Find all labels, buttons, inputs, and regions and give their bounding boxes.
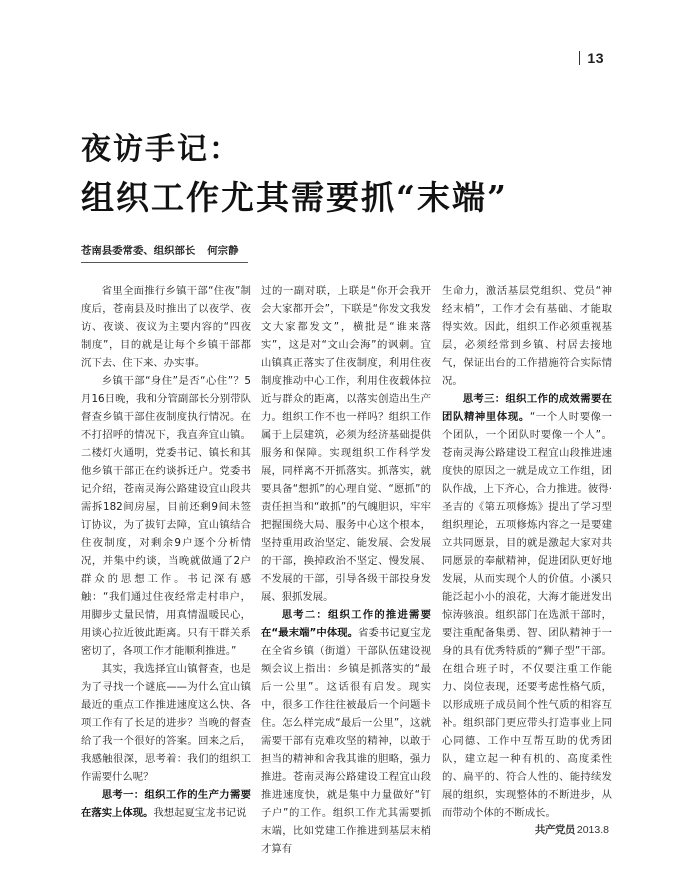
paragraph-text: 其实，我选择宜山镇督查，也是为了寻找一个谜底——为什么宜山镇最近的重点工作推进速度这么快、各项工作有了长足的进步？当晚的督查给了我一个很好的答案。回来之后，我感触很深，思考着：我们的组织工作需要什么呢？ [81,663,251,783]
paragraph [261,606,431,858]
section-lead: 思考三：组织工作的成效需要在团队精神里体现。 [442,393,612,423]
paragraph [81,372,251,660]
text-column-1 [81,282,251,822]
byline-divider [81,262,248,263]
page-number-divider [579,51,580,65]
page-footer [535,822,609,837]
page-number-text: 13 [587,50,604,66]
author-role: 苍南县委常委、组织部长 [81,245,196,257]
paragraph [261,282,431,606]
magazine-name: 共产党员 [534,824,575,836]
text-column-2 [261,282,431,858]
paragraph-text: 乡镇干部“身住”是否“心住”？5月16日晚，我和分管副部长分别带队督查乡镇干部住夜制度执行情况。在不打招呼的情况下，我直奔宜山镇。二楼灯火通明，党委书记、镇长和其他乡镇干部正在约谈拆迁户。党委书记介绍，苍南灵海公路建设宜山段共需拆182间房屋，目前还剩9间未签订协议，为了拔钉去障，宜山镇结合住夜制度，对剩余9户逐个分析情况，并集中约谈，当晚就做通了2户群众的思想工作。书记深有感触：“我们通过住夜经常走村串户，用脚步丈量民情，用真情温暖民心，用谈心拉近彼此距离。只有干群关系密切了，各项工作才能顺利推进。” [81,375,251,657]
paragraph [81,660,251,786]
paragraph [81,282,251,372]
paragraph-text: 过的一副对联，上联是“你开会我开会大家都开会”，下联是“你发文我发文大家都发文”，横批是“谁来落实”，这是对“文山会海”的讽刺。宜山镇真正落实了住夜制度，利用住夜制度推动中心工作，利用住夜载体拉近与群众的距离，以落实创造出生产力。组织工作不也一样吗？组织工作属于上层建筑，必须为经济基础提供服务和保障。实现组织工作科学发展，同样离不开抓落实。抓落实，就要具备“想抓”的心理自觉、“愿抓”的责任担当和“敢抓”的气魄胆识，牢牢把握围绕大局、服务中心这个根本，坚持重用政治坚定、能发展、会发展的干部，换掉政治不坚定、慢发展、不发展的干部，引导各级干部投身发展、狠抓发展。 [261,285,431,603]
title-line-1: 夜访手记： [81,132,241,167]
paragraph-text: 我想起夏宝龙书记说 [153,807,247,819]
title-line-2: 组织工作尤其需要抓“末端” [81,178,508,217]
author-name: 何宗静 [207,245,239,257]
paragraph-text: 省里全面推行乡镇干部“住夜”制度后，苍南县及时推出了以夜学、夜访、夜谈、夜议为主要内容的“四夜制度”，目的就是让每个乡镇干部都沉下去、住下来、办实事。 [81,285,251,369]
paragraph [442,282,612,390]
article-title [81,130,601,222]
paragraph [442,390,612,822]
page-number [579,50,604,66]
paragraph-text: “一个人时要像一个团队，一个团队时要像一个人”。苍南灵海公路建设工程宜山段推进速度快的原因之一就是成立工作组，团队作战，上下齐心，合力推进。彼得·圣吉的《第五项修炼》提出了学习型组织理论，五项修炼内容之一是要建立共同愿景，目的就是激起大家对共同愿景的奉献精神，促进团队更好地发展，从而实现个人的价值。小溪只能泛起小小的浪花，大海才能迸发出惊涛骇浪。组织部门在选派干部时，要注重配备集勇、智、团队精神于一身的具有优秀特质的“狮子型”干部。在组合班子时，不仅要注重工作能力、岗位表现，还要考虑性格气质，以形成班子成员间个性气质的相容互补。组织部门更应带头打造事业上同心同德、工作中互帮互助的优秀团队，建立起一种有机的、高度柔性的、扁平的、符合人性的、能持续发展的组织，实现整体的不断进步，从而带动个体的不断成长。 [442,411,612,819]
section-lead: 思考二：组织工作的推进需要在“最末端”中体现。 [261,609,431,639]
paragraph-text: 省委书记夏宝龙在全省乡镇（街道）干部队伍建设视频会议上指出：乡镇是抓落实的“最后一公里”。这话很有启发。现实中，很多工作往往被最后一个问题卡住。怎么样完成“最后一公里”，这就需要干部有克难攻坚的精神，以敢于担当的精神和舍我其谁的胆略，强力推进。苍南灵海公路建设工程宜山段推进速度快，就是集中力量做好“钉子户”的工作。组织工作尤其需要抓末端，比如党建工作推进到基层末梢才算有 [261,627,431,855]
issue-number: 2013.8 [576,824,609,836]
byline [81,242,238,257]
section-lead: 思考一：组织工作的生产力需要在落实上体现。 [81,789,251,819]
paragraph-text: 生命力，激活基层党组织、党员“神经末梢”，工作才会有基础、才能取得实效。因此，组织工作必须重视基层，必须经常到乡镇、村居去接地气，保证出台的工作措施符合实际情况。 [442,285,612,387]
paragraph [81,786,251,822]
text-column-3 [442,282,612,822]
